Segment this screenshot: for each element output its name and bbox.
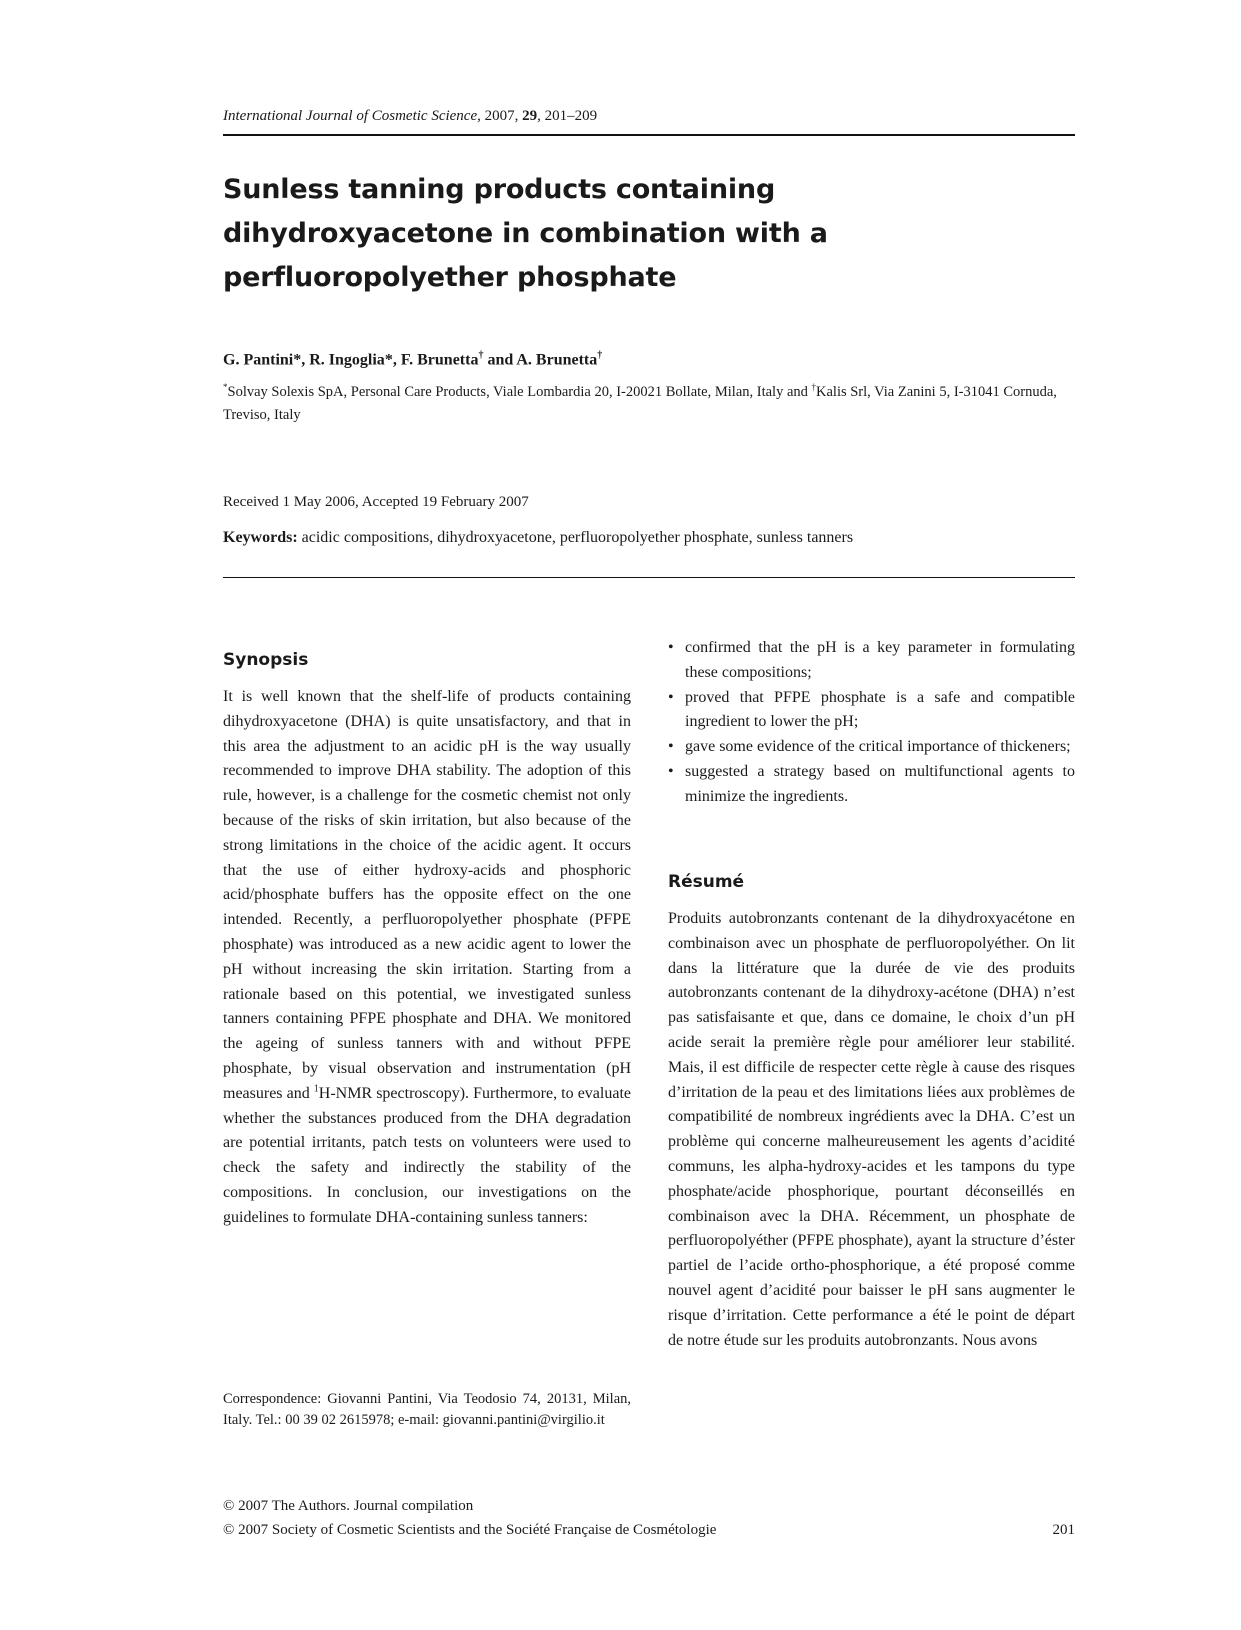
keywords-rule: [223, 577, 1075, 578]
journal-pages: , 201–209: [537, 108, 598, 124]
page-number: 201: [1052, 1522, 1075, 1538]
author-1-mark: *: [293, 351, 302, 369]
affil-text-1: Solvay Solexis SpA, Personal Care Products, Viale Lombardia 20, I-20021 Bollate, Milan, Italy and: [227, 383, 812, 400]
correspondence: Correspondence: Giovanni Pantini, Via Teodosio 74, 20131, Milan, Italy. Tel.: 00 39 02 2615978; e-mail: giovanni.pantini@virgilio.it: [223, 1391, 631, 1428]
keywords-text: acidic compositions, dihydroxyacetone, perfluoropolyether phosphate, sunless tanners: [301, 529, 854, 546]
journal-volume: 29: [522, 108, 538, 124]
affil-mark-2: †: [811, 382, 817, 392]
synopsis-sup: 1: [313, 1083, 319, 1095]
synopsis-text-1: It is well known that the shelf-life of products containing dihydroxyacetone (DHA) is quite unsatisfactory, and that in this area the adjustment to an acidic pH is the way usually recommended to improve DHA stability. The adoption of this rule, however, is a challenge for the cosmetic chemist not only because of the risks of skin irritation, but also because of the strong limitations in the choice of the acidic agent. It occurs that the use of either hydroxy-acids and phosphoric acid/phosphate buffers has the opposite effect on the one intended. Recently, a perfluoropolyether phosphate (PFPE phosphate) was introduced as a new acidic agent to lower the pH without increasing the skin irritation. Starting from a rationale based on this potential, we investigated sunless tanners containing PFPE phosphate and DHA. We monitored the ageing of sunless tanners with and without PFPE phosphate, by visual observation and instrumentation (pH measures and: [223, 688, 631, 1102]
journal-year: 2007,: [484, 108, 519, 124]
keywords: [223, 529, 1083, 547]
footer-copyright-2: © 2007 Society of Cosmetic Scientists and the Société Française de Cosmétologie: [223, 1522, 717, 1538]
affiliations: [223, 376, 1075, 427]
journal-name-comma: ,: [477, 108, 485, 124]
journal-citation: [223, 108, 1075, 125]
footer-copyright-1: © 2007 The Authors. Journal compilation: [223, 1498, 474, 1514]
affil-text-2: Kalis Srl, Via Zanini 5, I-31041 Cornuda, Treviso, Italy: [223, 383, 1057, 423]
paper-title: Sunless tanning products containing dihydroxyacetone in combination with a perfluoropolyether phosphate: [223, 174, 828, 293]
footer-line-2: [223, 1522, 1075, 1539]
received-dates: Received 1 May 2006, Accepted 19 February 2007: [223, 494, 529, 510]
resume-heading: Résumé: [668, 872, 745, 892]
author-2-mark: *: [384, 351, 393, 369]
journal-name: International Journal of Cosmetic Science: [223, 108, 478, 124]
author-list: G. Pantini*, R. Ingoglia*, F. Brunetta† and A. Brunetta†: [223, 350, 603, 369]
affil-mark-1: *: [223, 382, 228, 392]
author-1: G. Pantini: [223, 351, 294, 369]
author-4: A. Brunetta: [516, 351, 598, 369]
author-2: R. Ingoglia: [309, 351, 385, 369]
author-3-mark: †: [478, 350, 484, 361]
author-4-mark: †: [597, 350, 603, 361]
synopsis-heading: Synopsis: [223, 650, 309, 670]
synopsis-text-2: H-NMR spectroscopy). Furthermore, to evaluate whether the substances produced from the DHA degradation are potential irritants, patch tests on volunteers were used to check the safety and indirectly the stability of the compositions. In conclusion, our investigations on the guidelines to formulate DHA-containing sunless tanners:: [223, 1084, 631, 1226]
list-item: • proved that PFPE phosphate is a safe and compatible ingredient to lower the pH;: [668, 686, 1075, 736]
list-item: • gave some evidence of the critical importance of thickeners;: [668, 735, 1075, 760]
conclusion-list: [668, 636, 1075, 810]
author-and: and: [487, 351, 514, 369]
list-item: • confirmed that the pH is a key parameter in formulating these compositions;: [668, 636, 1075, 686]
synopsis-body: [223, 685, 631, 1231]
author-3: F. Brunetta: [400, 351, 479, 369]
resume-body: Produits autobronzants contenant de la dihydroxyacétone en combinaison avec un phosphate de perfluoropolyéther. On lit dans la littérature que la durée de vie des produits autobronzants contenant de la dihydroxy-acétone (DHA) n’est pas satisfaisante et que, dans ce domaine, le choix d’un pH acide serait la première règle pour améliorer leur stabilité. Mais, il est difficile de respecter cette règle à cause des risques d’irritation de la peau et des limitations liées aux problèmes de compatibilité de nombreux ingrédients avec la DHA. C’est un problème qui concerne malheureusement les agents d’acidité communs, les alpha-hydroxy-acides et les tampons du type phosphate/acide phosphorique, pourtant déconseillés en combinaison avec la DHA. Récemment, un phosphate de perfluoropolyéther (PFPE phosphate), ayant la structure d’éster partiel de l’acide ortho-phosphorique, a été proposé comme nouvel agent d’acidité pour baisser le pH sans augmenter le risque d’irritation. Cette performance a été le point de départ de notre étude sur les produits autobronzants. Nous avons: [668, 910, 1075, 1349]
keywords-label: Keywords:: [223, 529, 298, 546]
list-item: • suggested a strategy based on multifunctional agents to minimize the ingredients.: [668, 760, 1075, 810]
header-rule: [223, 134, 1075, 136]
